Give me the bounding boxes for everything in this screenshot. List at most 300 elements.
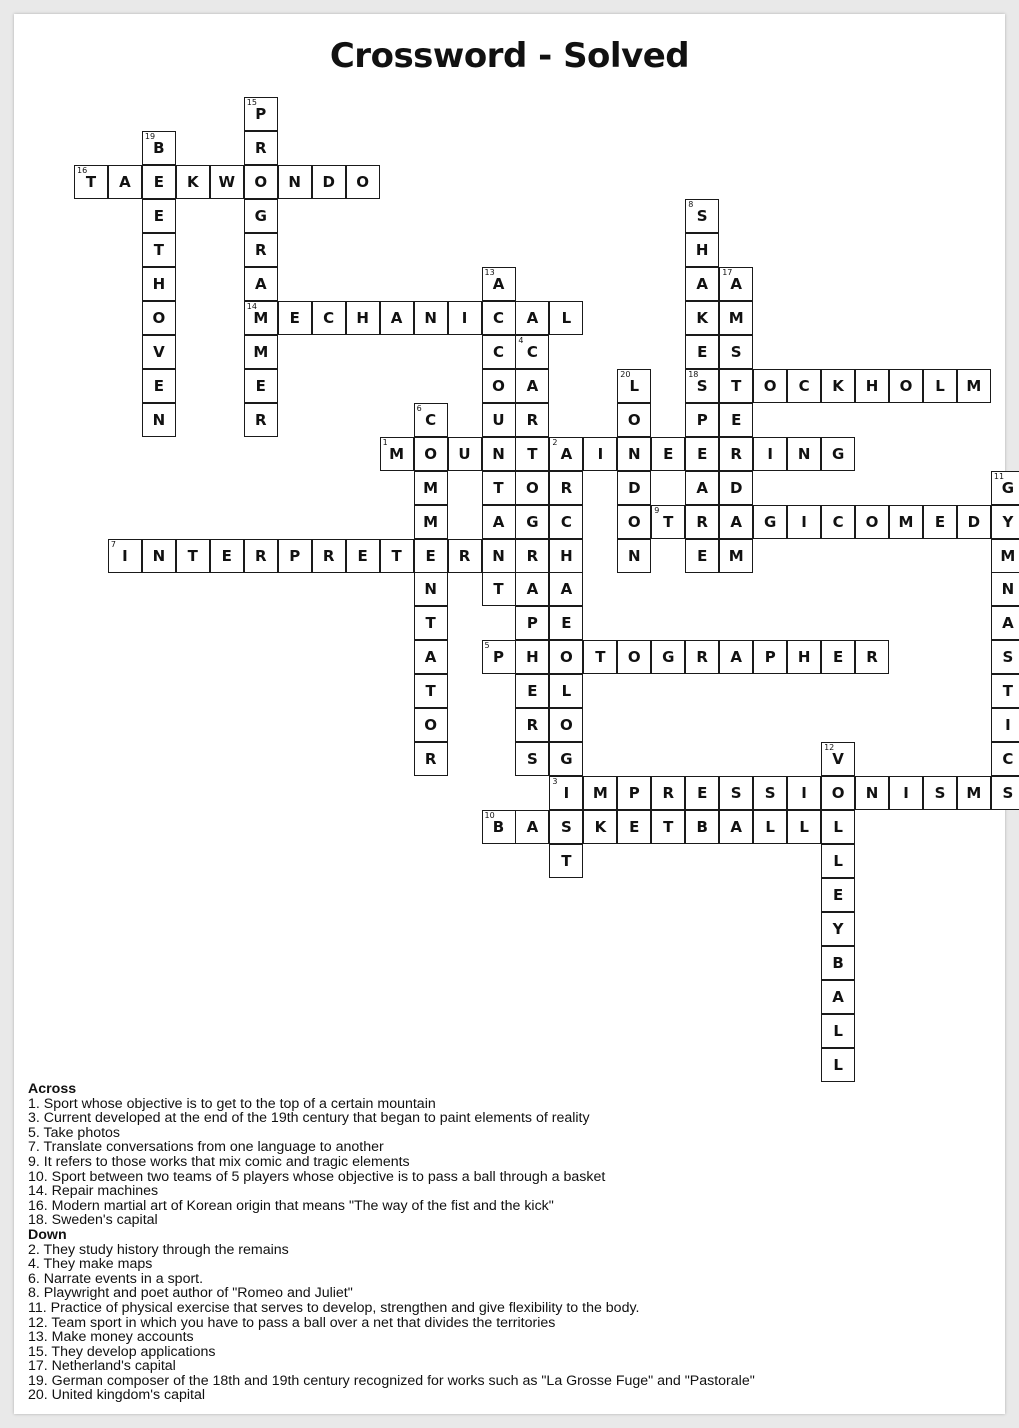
grid-cell — [142, 165, 176, 199]
grid-cell — [719, 539, 753, 573]
cell-letter: P — [289, 546, 301, 565]
grid-cell — [515, 708, 549, 742]
cell-letter: M — [423, 478, 439, 497]
grid-cell — [821, 742, 855, 776]
cell-letter: L — [561, 682, 572, 701]
grid-cell — [549, 810, 583, 844]
grid-cell — [549, 606, 583, 640]
across-clue: 7. Translate conversations from one language to another — [28, 1139, 384, 1156]
cell-letter: T — [425, 682, 436, 701]
grid-cell — [549, 437, 583, 471]
grid-cell — [414, 572, 448, 606]
cell-letter: G — [1001, 478, 1015, 497]
grid-cell — [414, 742, 448, 776]
grid-cell — [753, 640, 787, 674]
cell-letter: R — [730, 444, 742, 463]
grid-cell — [821, 912, 855, 946]
grid-cell — [482, 471, 516, 505]
cell-letter: V — [153, 342, 165, 361]
cell-letter: T — [731, 376, 742, 395]
cell-letter: K — [696, 308, 708, 327]
grid-cell — [346, 165, 380, 199]
grid-cell — [278, 539, 312, 573]
cell-letter: O — [899, 376, 913, 395]
cell-letter: A — [492, 512, 505, 531]
cell-letter: H — [526, 648, 539, 667]
cell-letter: M — [253, 308, 269, 327]
grid-cell — [244, 539, 278, 573]
grid-cell — [957, 505, 991, 539]
down-clue: 8. Playwright and poet author of "Romeo and Juliet" — [28, 1285, 353, 1302]
cell-letter: R — [424, 750, 437, 769]
cell-letter: C — [526, 342, 538, 361]
cell-letter: R — [560, 478, 573, 497]
cell-letter: C — [560, 512, 572, 531]
cell-letter: S — [696, 376, 708, 395]
grid-cell — [176, 165, 210, 199]
grid-cell — [719, 369, 753, 403]
grid-cell — [482, 335, 516, 369]
grid-cell — [991, 505, 1019, 539]
clue-number: 17 — [722, 267, 733, 277]
grid-cell — [719, 437, 753, 471]
grid-cell — [380, 539, 414, 573]
grid-cell — [515, 437, 549, 471]
grid-cell — [414, 301, 448, 335]
grid-cell — [685, 267, 719, 301]
grid-cell — [889, 505, 923, 539]
grid-cell — [617, 403, 651, 437]
clues-section — [28, 1082, 988, 1403]
cell-letter: N — [797, 444, 811, 463]
cell-letter: E — [153, 376, 165, 395]
grid-cell — [142, 199, 176, 233]
cell-letter: S — [560, 818, 572, 837]
grid-cell — [346, 539, 380, 573]
grid-cell — [923, 505, 957, 539]
clue-number: 5 — [484, 641, 490, 651]
cell-letter: D — [967, 512, 981, 531]
grid-cell — [753, 369, 787, 403]
grid-cell — [448, 437, 482, 471]
grid-cell — [515, 369, 549, 403]
grid-cell — [685, 776, 719, 810]
cell-letter: E — [663, 444, 674, 463]
cell-letter: I — [597, 444, 604, 463]
cell-letter: T — [425, 614, 436, 633]
cell-letter: O — [424, 716, 437, 735]
cell-letter: E — [934, 512, 946, 531]
down-clue: 15. They develop applications — [28, 1343, 216, 1360]
cell-letter: M — [592, 784, 608, 803]
grid-cell — [244, 369, 278, 403]
grid-cell — [210, 539, 244, 573]
cell-letter: E — [561, 614, 572, 633]
cell-letter: E — [221, 546, 232, 565]
grid-cell — [821, 437, 855, 471]
grid-cell — [991, 742, 1019, 776]
grid-cell — [414, 606, 448, 640]
cell-letter: O — [526, 478, 539, 497]
cell-letter: E — [697, 784, 708, 803]
cell-letter: R — [255, 240, 267, 259]
grid-cell — [753, 437, 787, 471]
grid-cell — [719, 776, 753, 810]
cell-letter: A — [730, 818, 742, 837]
grid-cell — [651, 437, 685, 471]
grid-cell — [651, 640, 685, 674]
cell-letter: E — [153, 206, 165, 225]
grid-cell — [244, 301, 278, 335]
cell-letter: C — [1002, 750, 1014, 769]
cell-letter: G — [831, 444, 845, 463]
cell-letter: M — [966, 784, 982, 803]
grid-cell — [583, 640, 617, 674]
cell-letter: L — [629, 376, 640, 395]
grid-cell — [515, 471, 549, 505]
cell-letter: E — [697, 444, 708, 463]
grid-cell — [244, 199, 278, 233]
grid-cell — [787, 810, 821, 844]
grid-cell — [278, 301, 312, 335]
cell-letter: H — [797, 648, 811, 667]
cell-letter: B — [696, 818, 708, 837]
grid-cell — [991, 640, 1019, 674]
cell-letter: A — [526, 818, 539, 837]
grid-cell — [889, 369, 923, 403]
grid-cell — [889, 776, 923, 810]
cell-letter: A — [560, 444, 573, 463]
grid-cell — [685, 471, 719, 505]
cell-letter: I — [122, 546, 128, 565]
cell-letter: M — [966, 376, 982, 395]
clue-number: 12 — [824, 743, 835, 753]
grid-cell — [108, 165, 142, 199]
grid-cell — [142, 335, 176, 369]
cell-letter: B — [492, 818, 505, 837]
down-clue: 2. They study history through the remains — [28, 1241, 289, 1258]
cell-letter: C — [425, 410, 437, 429]
grid-cell — [414, 505, 448, 539]
cell-letter: S — [1002, 784, 1014, 803]
grid-cell — [549, 640, 583, 674]
grid-cell — [685, 199, 719, 233]
clue-number: 18 — [688, 369, 699, 379]
grid-cell — [685, 539, 719, 573]
grid-cell — [719, 810, 753, 844]
cell-letter: T — [493, 478, 504, 497]
grid-cell — [787, 437, 821, 471]
cell-letter: M — [728, 308, 744, 327]
cell-letter: H — [695, 240, 709, 259]
clue-number: 3 — [552, 777, 558, 787]
cell-letter: R — [662, 784, 675, 803]
cell-letter: T — [187, 546, 198, 565]
cell-letter: N — [865, 784, 879, 803]
grid-cell — [617, 640, 651, 674]
cell-letter: I — [767, 444, 773, 463]
cell-letter: E — [153, 172, 165, 191]
cell-letter: D — [628, 478, 641, 497]
grid-cell — [821, 505, 855, 539]
grid-cell — [855, 369, 889, 403]
grid-cell — [142, 131, 176, 165]
grid-cell — [312, 165, 346, 199]
grid-cell — [617, 776, 651, 810]
cell-letter: G — [254, 206, 267, 225]
grid-cell — [583, 776, 617, 810]
cell-letter: I — [563, 784, 570, 803]
cell-letter: E — [629, 818, 640, 837]
grid-cell — [991, 471, 1019, 505]
clue-number: 20 — [620, 369, 631, 379]
cell-letter: T — [527, 444, 538, 463]
cell-letter: L — [561, 308, 572, 327]
cell-letter: R — [526, 716, 539, 735]
grid-cell — [991, 539, 1019, 573]
clue-number: 7 — [110, 539, 116, 549]
grid-cell — [278, 165, 312, 199]
cell-letter: N — [492, 546, 505, 565]
cell-letter: E — [289, 308, 300, 327]
cell-letter: U — [492, 410, 505, 429]
grid-cell — [142, 301, 176, 335]
cell-letter: P — [628, 784, 640, 803]
grid-cell — [176, 539, 210, 573]
cell-letter: I — [1005, 716, 1011, 735]
across-clue: 5. Take photos — [28, 1124, 121, 1141]
grid-cell — [414, 640, 448, 674]
cell-letter: R — [255, 410, 267, 429]
grid-cell — [414, 437, 448, 471]
cell-letter: R — [696, 512, 708, 531]
across-clue: 10. Sport between two teams of 5 players whose objective is to pass a ball through a basket — [28, 1168, 606, 1185]
cell-letter: R — [458, 546, 471, 565]
grid-cell — [482, 369, 516, 403]
across-clue: 18. Sweden's capital — [28, 1212, 158, 1229]
grid-cell — [685, 640, 719, 674]
cell-letter: O — [492, 376, 505, 395]
grid-cell — [515, 539, 549, 573]
cell-letter: W — [218, 172, 236, 191]
grid-cell — [617, 539, 651, 573]
grid-cell — [685, 369, 719, 403]
grid-cell — [991, 776, 1019, 810]
grid-cell — [244, 233, 278, 267]
cell-letter: A — [1002, 614, 1014, 633]
cell-letter: V — [832, 750, 844, 769]
grid-cell — [821, 980, 855, 1014]
cell-letter: G — [560, 750, 573, 769]
down-clue: 20. United kingdom's capital — [28, 1387, 205, 1404]
grid-cell — [74, 165, 108, 199]
cell-letter: N — [1001, 580, 1015, 599]
down-clue-list — [28, 1243, 988, 1404]
page-title: Crossword - Solved — [329, 36, 690, 76]
cell-letter: S — [934, 784, 946, 803]
cell-letter: N — [152, 546, 166, 565]
grid-cell — [957, 776, 991, 810]
cell-letter: A — [424, 648, 437, 667]
cell-letter: G — [526, 512, 539, 531]
cell-letter: N — [492, 444, 505, 463]
down-clue: 12. Team sport in which you have to pass a ball over a net that divides the territories — [28, 1314, 556, 1331]
cell-letter: M — [253, 342, 269, 361]
grid-cell — [821, 1014, 855, 1048]
cell-letter: P — [764, 648, 776, 667]
cell-letter: U — [458, 444, 471, 463]
down-clue: 17. Netherland's capital — [28, 1358, 176, 1375]
grid-cell — [549, 471, 583, 505]
cell-letter: B — [153, 139, 165, 157]
cell-letter: N — [628, 546, 641, 565]
grid-cell — [617, 369, 651, 403]
cell-letter: L — [833, 1055, 843, 1074]
grid-cell — [142, 369, 176, 403]
cell-letter: D — [729, 478, 743, 497]
cell-letter: T — [493, 580, 504, 599]
grid-cell — [142, 267, 176, 301]
cell-letter: N — [288, 172, 301, 191]
cell-letter: N — [424, 308, 437, 327]
cell-letter: S — [1002, 648, 1014, 667]
cell-letter: R — [526, 546, 539, 565]
cell-letter: H — [356, 308, 369, 327]
cell-letter: O — [560, 716, 573, 735]
cell-letter: I — [801, 512, 807, 531]
grid-cell — [482, 539, 516, 573]
across-clue-list — [28, 1097, 988, 1228]
grid-cell — [719, 471, 753, 505]
grid-cell — [753, 776, 787, 810]
grid-cell — [923, 369, 957, 403]
cell-letter: O — [424, 444, 437, 463]
grid-cell — [583, 437, 617, 471]
cell-letter: S — [730, 342, 742, 361]
grid-cell — [787, 776, 821, 810]
cell-letter: L — [833, 818, 843, 837]
cell-letter: A — [492, 274, 505, 293]
cell-letter: A — [119, 172, 131, 191]
grid-cell — [515, 572, 549, 606]
grid-cell — [515, 742, 549, 776]
cell-letter: E — [697, 546, 708, 565]
cell-letter: O — [865, 512, 879, 531]
cell-letter: P — [493, 648, 504, 667]
cell-letter: O — [831, 784, 845, 803]
grid-cell — [482, 437, 516, 471]
cell-letter: L — [765, 818, 775, 837]
grid-cell — [515, 606, 549, 640]
across-clue: 9. It refers to those works that mix comic and tragic elements — [28, 1153, 410, 1170]
cell-letter: A — [696, 478, 708, 497]
grid-cell — [414, 674, 448, 708]
cell-letter: R — [255, 139, 267, 157]
cell-letter: O — [627, 648, 641, 667]
cell-letter: S — [764, 784, 776, 803]
grid-cell — [617, 505, 651, 539]
grid-cell — [108, 539, 142, 573]
cell-letter: T — [153, 240, 164, 259]
grid-cell — [414, 539, 448, 573]
clue-number: 6 — [416, 403, 422, 413]
cell-letter: O — [627, 410, 641, 429]
grid-cell — [617, 437, 651, 471]
grid-cell — [142, 403, 176, 437]
grid-cell — [312, 301, 346, 335]
grid-cell — [482, 301, 516, 335]
grid-cell — [549, 708, 583, 742]
grid-cell — [414, 708, 448, 742]
cell-letter: E — [425, 546, 436, 565]
grid-cell — [957, 369, 991, 403]
grid-cell — [448, 539, 482, 573]
cell-letter: M — [898, 512, 914, 531]
cell-letter: S — [730, 784, 742, 803]
cell-letter: T — [663, 818, 674, 837]
grid-cell — [991, 572, 1019, 606]
cell-letter: L — [833, 1021, 843, 1040]
grid-cell — [244, 97, 278, 131]
cell-letter: A — [696, 274, 708, 293]
cell-letter: A — [526, 308, 539, 327]
cell-letter: G — [764, 512, 777, 531]
cell-letter: T — [1002, 682, 1013, 701]
grid-cell — [515, 505, 549, 539]
cell-letter: E — [255, 376, 266, 395]
grid-cell — [482, 640, 516, 674]
grid-cell — [821, 776, 855, 810]
grid-cell — [685, 335, 719, 369]
grid-cell — [448, 301, 482, 335]
cell-letter: M — [1000, 546, 1016, 565]
grid-cell — [855, 505, 889, 539]
across-heading: Across — [28, 1081, 77, 1097]
grid-cell — [414, 471, 448, 505]
cell-letter: A — [526, 580, 539, 599]
cell-letter: O — [356, 172, 369, 191]
grid-cell — [651, 505, 685, 539]
grid-cell — [380, 301, 414, 335]
grid-cell — [142, 539, 176, 573]
cell-letter: D — [322, 172, 335, 191]
across-clue: 1. Sport whose objective is to get to the top of a certain mountain — [28, 1095, 436, 1112]
clue-number: 11 — [993, 471, 1005, 481]
grid-cell — [855, 640, 889, 674]
clue-number: 15 — [246, 98, 257, 107]
cell-letter: R — [866, 648, 878, 667]
clue-number: 4 — [518, 335, 524, 345]
clue-number: 13 — [484, 267, 495, 277]
grid-cell — [719, 505, 753, 539]
cell-letter: L — [833, 852, 843, 871]
cell-letter: T — [663, 512, 674, 531]
cell-letter: I — [903, 784, 909, 803]
cell-letter: G — [662, 648, 675, 667]
cell-letter: H — [865, 376, 879, 395]
grid-cell — [685, 437, 719, 471]
grid-cell — [482, 505, 516, 539]
cell-letter: L — [799, 818, 809, 837]
grid-cell — [991, 674, 1019, 708]
cell-letter: E — [731, 410, 742, 429]
cell-letter: M — [728, 546, 744, 565]
grid-cell — [515, 640, 549, 674]
cell-letter: S — [526, 750, 538, 769]
cell-letter: R — [255, 546, 267, 565]
cell-letter: P — [696, 410, 708, 429]
cell-letter: I — [801, 784, 807, 803]
